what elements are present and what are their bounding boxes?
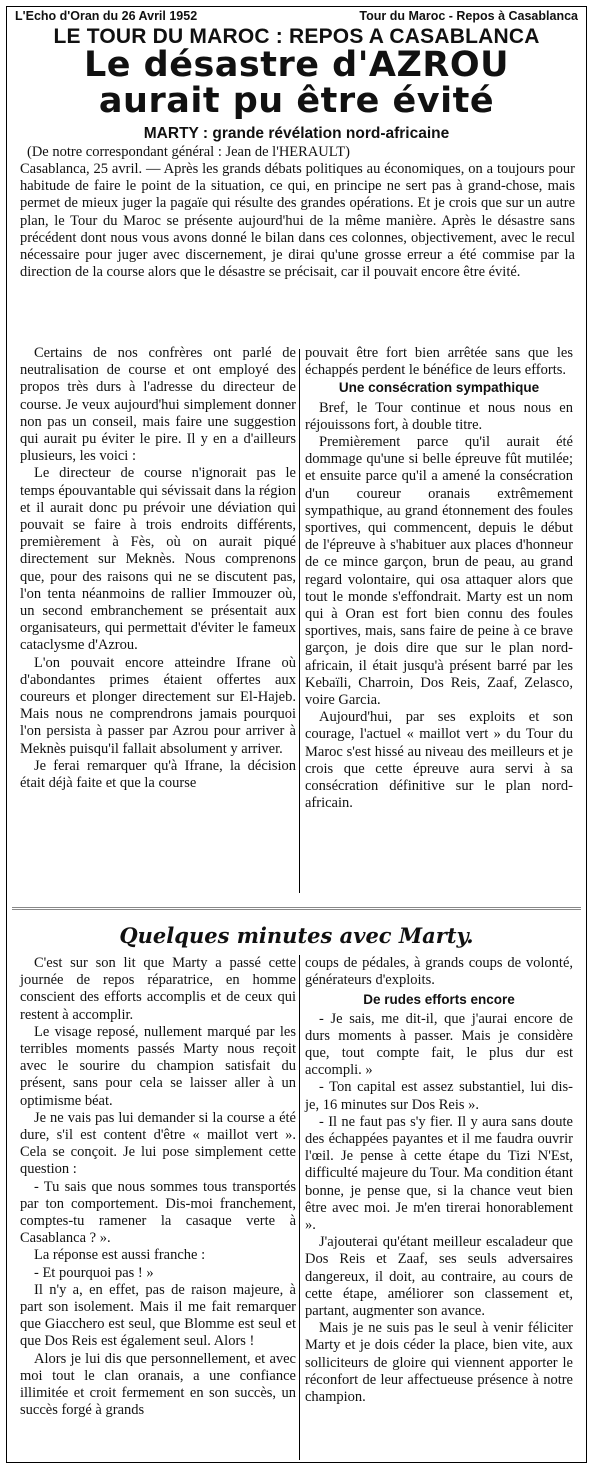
article-subhead: MARTY : grande révélation nord-africaine: [143, 125, 450, 142]
paragraph: Je ne vais pas lui demander si la course a été dure, s'il est content d'être « maillot vert ». Cela se conçoit. Je lui pose simplement cette question :: [20, 1109, 296, 1178]
column-divider: [299, 349, 300, 893]
paragraph: - Il ne faut pas s'y fier. Il y aura sans doute des échappées payantes et il me faudra ouvrir l'œil. Je pense à cette étape du Tizi N'Est, difficulté majeure du Tour. Ma condition étant bonne, je pense que, si la chance veut bien être avec moi. Je m'en tirerai honorablement ».: [305, 1113, 573, 1234]
paragraph: La réponse est aussi franche :: [34, 1247, 206, 1264]
header-topic: Tour du Maroc - Repos à Casablanca: [359, 9, 578, 23]
paragraph: pouvait être fort bien arrêtée sans que les échappés perdent le bénéfice de leurs efforts.: [305, 345, 573, 379]
paragraph: Mais je ne suis pas le seul à venir féliciter Marty et je dois céder la place, bien vite, aux solliciteurs de gloire qui viennent apporter le réconfort de leur affectueuse présence à notre champion.: [305, 1320, 573, 1406]
paragraph: Certains de nos confrères ont parlé de neutralisation de course et ont employé des propos très durs à l'adresse du directeur de course. Je veux aujourd'hui simplement donner non pas un conseil, mais faire une suggestion qui aurait pu éviter le pire. Il y en a d'ailleurs plusieurs, les voici :: [20, 345, 296, 465]
header-source: L'Echo d'Oran du 26 Avril 1952: [15, 9, 198, 23]
paragraph: Il n'y a, en effet, pas de raison majeure, à part son isolement. Mais il me fait remarquer que Giacchero est seul, que Blomme est seul et que Dos Reis est également seul. Alors !: [20, 1281, 296, 1350]
paragraph: Alors je lui dis que personnellement, et avec moi tout le clan oranais, a une confiance illimitée et croit fermement en son succès, un succès forgé à grands: [20, 1350, 296, 1419]
article-column-2: [305, 345, 573, 812]
article-intro: [20, 161, 575, 281]
headline-line-1: Le désastre d'AZROU: [83, 45, 510, 85]
paragraph: Je ferai remarquer qu'à Ifrane, la décision était déjà faite et que la course: [20, 757, 296, 792]
interview-column-1: [20, 955, 296, 1419]
paragraph: coups de pédales, à grands coups de volonté, générateurs d'exploits.: [305, 955, 573, 989]
paragraph: L'on pouvait encore atteindre Ifrane où d'abondantes primes étaient offertes aux coureurs et plonger directement sur El-Hajeb. Mais nous ne comprendrons jamais pourquoi l'on persista à passer par Azrou pour arriver à Meknès puisqu'il fallait absolument y arriver.: [20, 654, 296, 757]
subsection-heading: Une consécration sympathique: [338, 380, 540, 396]
subsection-heading: De rudes efforts encore: [363, 992, 515, 1008]
paragraph: - Je sais, me dit-il, que j'aurai encore de durs moments à passer. Mais je considère que, tout compte fait, le plus dur est accompli. »: [305, 1010, 573, 1079]
interview-column-2: [305, 955, 573, 1406]
paragraph: - Tu sais que nous sommes tous transportés par ton comportement. Dis-moi franchement, comptes-tu ramener la casaque verte à Casablanca ? ».: [20, 1178, 296, 1247]
section-divider: [12, 907, 581, 910]
paragraph: Premièrement parce qu'il aurait été dommage qu'une si belle épreuve fût mutilée; et ensuite parce qu'il a amené la consécration d'un coureur oranais extrêmement sympathique, au grand étonnement des foules sportives, qui commencent, depuis le début de l'épreuve à s'habituer aux places d'honneur de ce mince garçon, brun de peau, au grand regard volontaire, qui osa attaquer alors que tout le monde s'effondrait. Marty est un nom qui à Oran est fort bien connu des foules sportives, mais, sans faire de peine à ce brave garçon, je dois dire que sur le plan nord-africain, il était jusqu'à présent barré par les Kebaïli, Charroin, Dos Reis, Zaaf, Zelasco, voire Garcia.: [305, 434, 573, 709]
paragraph: - Ton capital est assez substantiel, lui dis-je, 16 minutes sur Dos Reis ».: [305, 1079, 573, 1113]
article-headline: [7, 47, 586, 119]
paragraph: Le directeur de course n'ignorait pas le temps épouvantable qui sévissait dans la région et il aurait donc pu prévoir une déviation qui pouvait se faire à trois endroits différents, premièrement à Fès, où on aurait piqué directement sur Meknès. Nous comprenons que, pour des raisons qui ne se discutent pas, l'on tenta néanmoins de rallier Immouzer où, un second embranchement se présentait aux organisateurs, qui permettait d'éviter le fameux cataclysme d'Azrou.: [20, 465, 296, 654]
intro-paragraph: Casablanca, 25 avril. — Après les grands débats politiques au économiques, on a toujours pour habitude de faire le point de la situation, ce qui, en principe ne sert pas à grand-chose, mais permet de mieux juger la pagaïe qui résulte des grandes opérations. Et je crois que sur un autre plan, le Tour du Maroc se présente aujourd'hui de la même manière. Après le désastre sans précédent dont nous vous avons donné le bilan dans ces colonnes, objectivement, avec le recul nécessaire pour juger avec discernement, je dirai qu'une grosse erreur a été commise par la direction de la course alors que le désastre se précisait, car il pouvait encore être évité.: [20, 161, 575, 281]
article-byline: (De notre correspondant général : Jean de l'HERAULT): [27, 144, 350, 160]
column-divider: [299, 955, 300, 1460]
paragraph: - Et pourquoi pas ! »: [34, 1264, 154, 1281]
newspaper-page: [6, 6, 587, 1463]
paragraph: Bref, le Tour continue et nous nous en réjouissons fort, à double titre.: [305, 399, 573, 433]
article-column-1: [20, 345, 296, 792]
paragraph: J'ajouterai qu'étant meilleur escaladeur que Dos Reis et Zaaf, ses seuls adversaires dangereux, il doit, au contraire, au cours de cette étape, améliorer son classement et, partant, augmenter son avance.: [305, 1234, 573, 1320]
article-kicker: LE TOUR DU MAROC : REPOS A CASABLANCA: [53, 25, 540, 48]
paragraph: Aujourd'hui, par ses exploits et son courage, l'actuel « maillot vert » du Tour du Maroc s'est hissé au niveau des meilleurs et je crois que cette épreuve aura servi à sa consécration définitive sur le plan nord-africain.: [305, 709, 573, 812]
paragraph: C'est sur son lit que Marty a passé cette journée de repos réparatrice, en homme conscient des efforts accomplis et de ceux qui restent à accomplir.: [20, 955, 296, 1023]
paragraph: Le visage reposé, nullement marqué par les terribles moments passés Marty nous reçoit avec le sourire du champion satisfait du présent, sans pour cela se laisser aller à un optimisme béat.: [20, 1023, 296, 1109]
interview-title: Quelques minutes avec Marty.: [119, 923, 474, 948]
headline-line-2: aurait pu être évité: [98, 81, 495, 121]
